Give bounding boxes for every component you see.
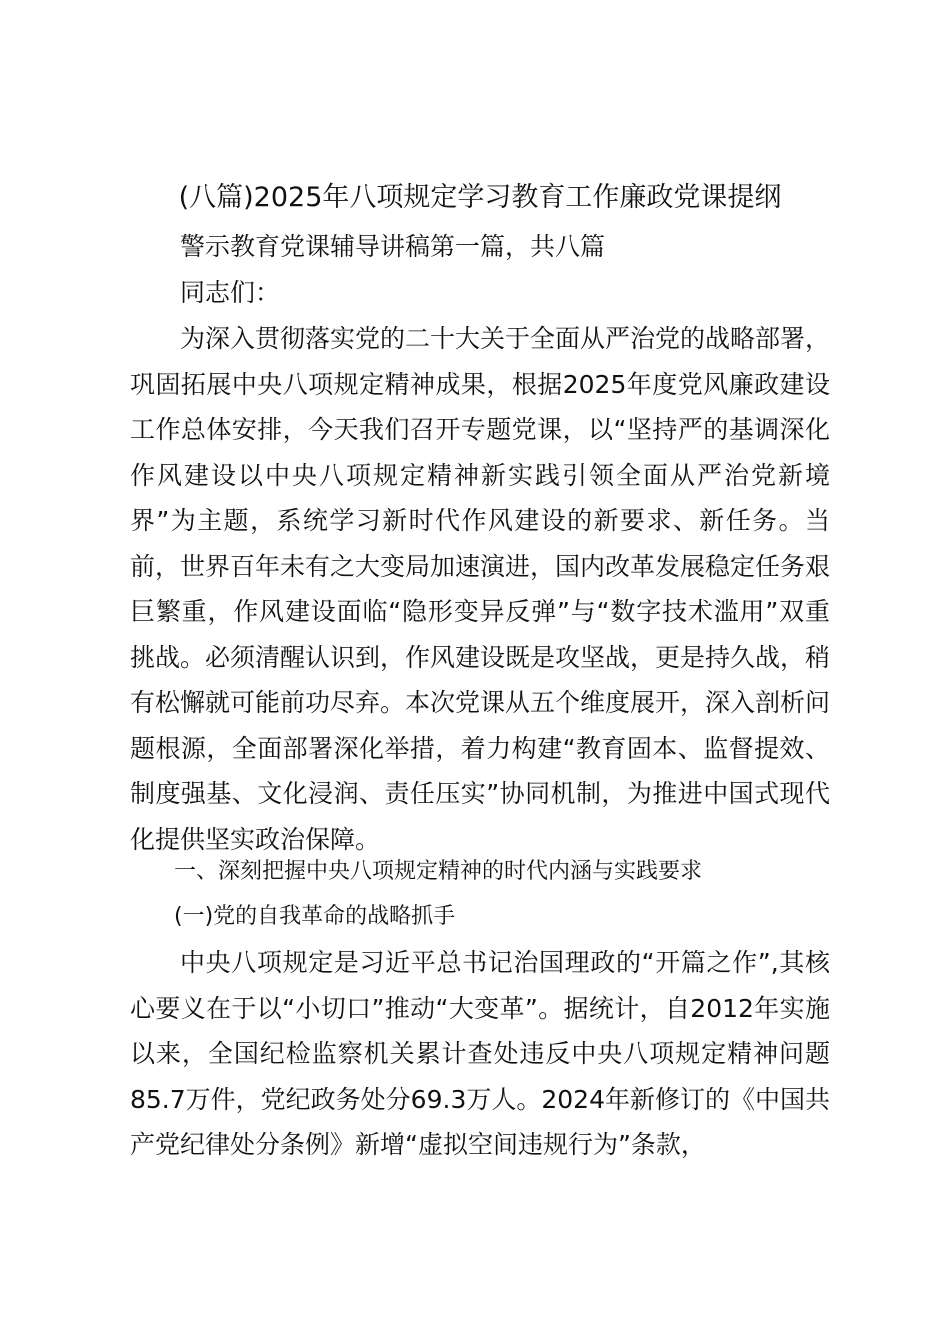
document-subtitle: 警示教育党课辅导讲稿第一篇，共八篇 — [180, 232, 606, 261]
body-paragraph-2: 中央八项规定是习近平总书记治国理政的“开篇之作”,其核心要义在于以“小切口”推动“大变革”。据统计，自2012年实施以来，全国纪检监察机关累计查处违反中央八项规定精神问题85.7万件，党纪政务处分69.3万人。2024年新修订的《中国共产党纪律处分条例》新增“虚拟空间违规行为”条款， — [130, 948, 830, 1159]
subsection-heading-1: (一)党的自我革命的战略抓手 — [174, 904, 456, 929]
document-title: (八篇)2025年八项规定学习教育工作廉政党课提纲 — [178, 182, 782, 213]
salutation: 同志们： — [180, 278, 281, 307]
section-heading-1: 一、深刻把握中央八项规定精神的时代内涵与实践要求 — [174, 859, 703, 884]
intro-paragraph: 为深入贯彻落实党的二十大关于全面从严治党的战略部署，巩固拓展中央八项规定精神成果，根据2025年度党风廉政建设工作总体安排，今天我们召开专题党课，以“坚持严的基调深化作风建设以中央八项规定精神新实践引领全面从严治党新境界”为主题，系统学习新时代作风建设的新要求、新任务。当前，世界百年未有之大变局加速演进，国内改革发展稳定任务艰巨繁重，作风建设面临“隐形变异反弹”与“数字技术滥用”双重挑战。必须清醒认识到，作风建设既是攻坚战，更是持久战，稍有松懈就可能前功尽弃。本次党课从五个维度展开，深入剖析问题根源，全面部署深化举措，着力构建“教育固本、监督提效、制度强基、文化浸润、责任压实”协同机制，为推进中国式现代化提供坚实政治保障。 — [130, 324, 831, 854]
